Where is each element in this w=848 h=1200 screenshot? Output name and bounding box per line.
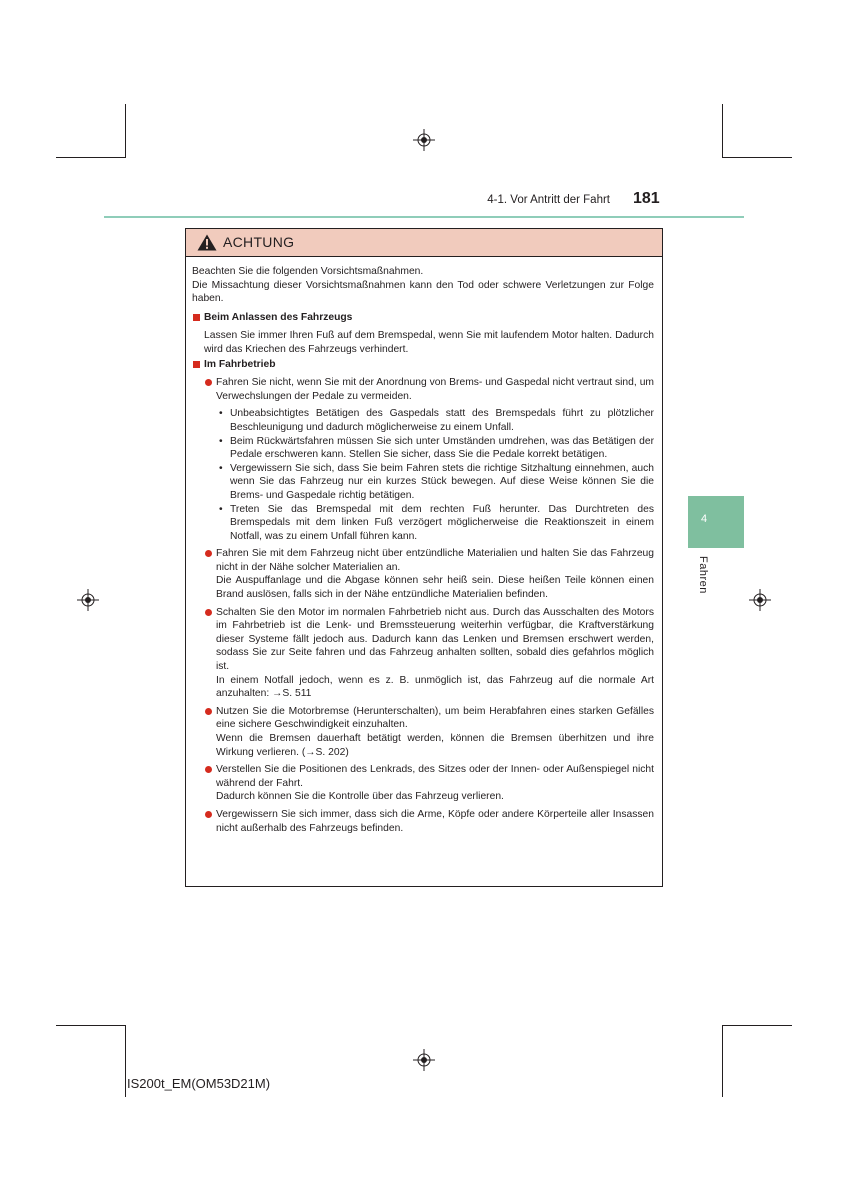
crop-mark — [722, 157, 792, 158]
red-dot-bullet-icon — [205, 708, 212, 715]
registration-mark-icon — [413, 1049, 435, 1071]
list-item — [192, 763, 654, 804]
sub-list — [192, 407, 654, 543]
intro-line: Beachten Sie die folgenden Vorsichtsmaßnahmen. — [192, 266, 424, 277]
intro-line: Die Missachtung dieser Vorsichtsmaßnahmen kann den Tod oder schwere Verletzungen zur Folge haben. — [192, 279, 654, 305]
crop-mark — [722, 104, 723, 158]
chapter-tab — [688, 496, 744, 548]
warning-body — [186, 257, 662, 835]
sub-list-item: • Beim Rückwärtsfahren müssen Sie sich unter Umständen umdrehen, was das Betätigen der Pedale erschweren kann. Stellen Sie sicher, dass Sie die Pedale korrekt betätigen. — [219, 435, 654, 461]
sub-list-item: • Unbeabsichtigtes Betätigen des Gaspedals statt des Bremspedals führt zu plötzlicher Beschleunigung und dadurch möglicherweise zu einem Unfall. — [219, 408, 654, 433]
bullet-glyph: • — [219, 408, 223, 420]
list-item — [192, 547, 654, 601]
red-square-bullet-icon — [193, 314, 200, 321]
crop-mark — [125, 1025, 126, 1097]
crop-mark — [722, 1025, 723, 1097]
sub-list-item: • Vergewissern Sie sich, dass Sie beim Fahren stets die richtige Sitzhaltung einnehmen, auch wenn Sie das Fahrzeug nur ein kurzes Stück bewegen. Auf diese Weise können Sie die Brems- und Gaspedale richtig betätigen. — [219, 462, 654, 501]
warning-title: ACHTUNG — [223, 234, 295, 250]
red-dot-bullet-icon — [205, 766, 212, 773]
list-item — [192, 808, 654, 835]
bullet-glyph: • — [219, 503, 223, 515]
item-text: Nutzen Sie die Motorbremse (Herunterschalten), um beim Herabfahren eines starken Gefälles eine sichere Geschwindigkeit einzuhalten. — [216, 705, 654, 731]
list-item — [192, 376, 654, 403]
header-divider — [104, 216, 744, 218]
crop-mark — [722, 1025, 792, 1026]
warning-triangle-icon — [197, 234, 217, 251]
section-title: 4-1. Vor Antritt der Fahrt — [487, 194, 610, 206]
red-square-bullet-icon — [193, 361, 200, 368]
list-item — [192, 606, 654, 701]
red-dot-bullet-icon — [205, 811, 212, 818]
crop-mark — [56, 157, 126, 158]
document-code: IS200t_EM(OM53D21M) — [127, 1076, 271, 1091]
warning-box — [185, 228, 663, 887]
registration-mark-icon — [77, 589, 99, 611]
list-item — [192, 705, 654, 759]
crop-mark — [56, 1025, 126, 1026]
bullet-glyph: • — [219, 462, 223, 474]
item-text: In einem Notfall jedoch, wenn es z. B. unmöglich ist, das Fahrzeug auf die normale Art anzuhalten: →S. 511 — [216, 674, 654, 700]
item-text: Fahren Sie nicht, wenn Sie mit der Anordnung von Brems- und Gaspedal nicht vertraut sind, um Verwechslungen der Pedale zu vermeiden. — [216, 377, 654, 402]
registration-mark-icon — [413, 129, 435, 151]
warning-header — [186, 229, 662, 257]
page-number: 181 — [633, 190, 660, 207]
item-text: Die Auspuffanlage und die Abgase können sehr heiß sein. Diese heißen Teile können einen Brand auslösen, falls sich in der Nähe entzündliche Materialien befinden. — [216, 575, 654, 601]
section-heading: Im Fahrbetrieb — [192, 358, 654, 372]
item-text: Wenn die Bremsen dauerhaft betätigt werden, können die Bremsen überhitzen und ihre Wirkung verlieren. (→S. 202) — [216, 733, 654, 758]
chapter-number: 4 — [701, 513, 708, 525]
red-dot-bullet-icon — [205, 609, 212, 616]
registration-mark-icon — [749, 589, 771, 611]
section-text: Lassen Sie immer Ihren Fuß auf dem Bremspedal, wenn Sie mit laufendem Motor halten. Dadurch wird das Kriechen des Fahrzeugs verhindert. — [204, 330, 654, 355]
warning-intro — [192, 265, 654, 306]
chapter-label: Fahren — [697, 556, 709, 594]
red-dot-bullet-icon — [205, 550, 212, 557]
section-heading: Beim Anlassen des Fahrzeugs — [192, 311, 654, 325]
sub-list-item: • Treten Sie das Bremspedal mit dem rechten Fuß herunter. Das Durchtreten des Bremspedals mit dem linken Fuß verzögert möglicherweise die Reaktionszeit in einem Notfall, was zu einem Unfall führen kann. — [219, 503, 654, 542]
item-text: Dadurch können Sie die Kontrolle über das Fahrzeug verlieren. — [216, 791, 504, 803]
item-text: Vergewissern Sie sich immer, dass sich die Arme, Köpfe oder andere Körperteile aller Insassen nicht außerhalb des Fahrzeugs befinden. — [216, 808, 654, 834]
red-dot-bullet-icon — [205, 379, 212, 386]
item-text: Schalten Sie den Motor im normalen Fahrbetrieb nicht aus. Durch das Ausschalten des Motors im Fahrbetrieb ist die Lenk- und Bremssteuerung weiterhin verfügbar, die Kraftverstärkung dieser Systeme fällt jedoch aus. Dadurch kann das Lenken und Bremsen erschwert werden, sodass Sie zur Seite fahren und das Fahrzeug anhalten sollten, sobald dies gefahrlos möglich ist. — [216, 606, 654, 673]
bullet-glyph: • — [219, 435, 223, 447]
crop-mark — [125, 104, 126, 158]
item-text: Verstellen Sie die Positionen des Lenkrads, des Sitzes oder der Innen- oder Außenspiegel nicht während der Fahrt. — [216, 764, 654, 789]
item-text: Fahren Sie mit dem Fahrzeug nicht über entzündliche Materialien und halten Sie das Fahrzeug nicht in der Nähe solcher Materialien an. — [216, 548, 654, 573]
